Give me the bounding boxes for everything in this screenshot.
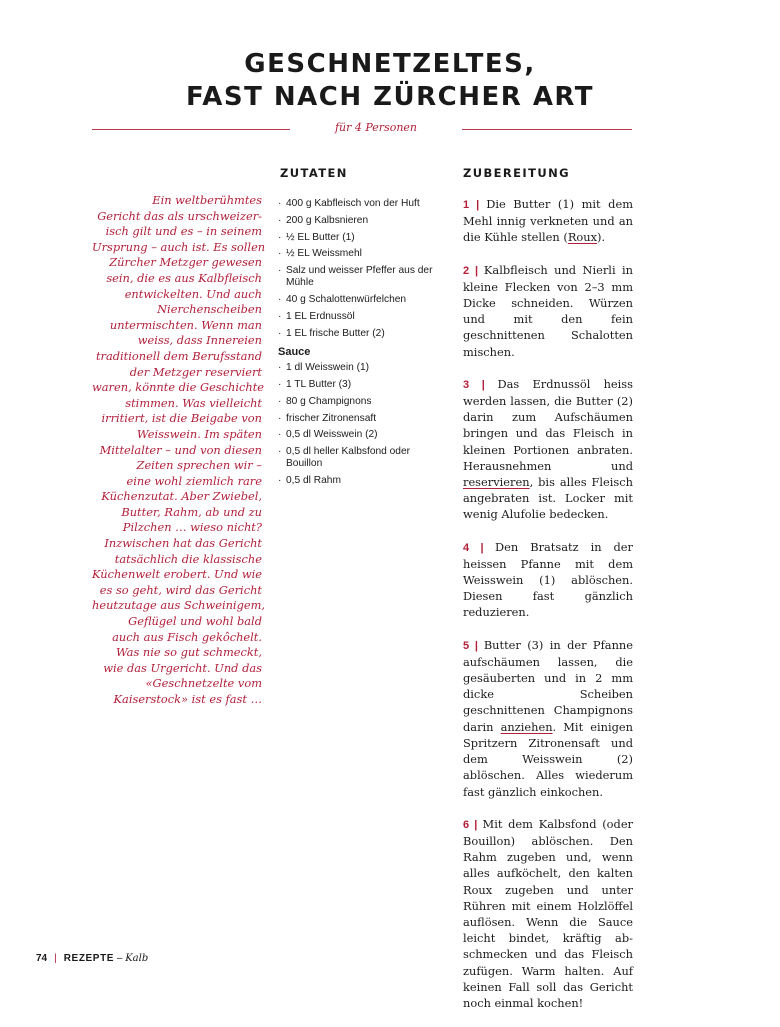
ingredients-list	[278, 198, 438, 492]
intro-line: Ursprung – auch ist. Es sollen	[92, 239, 266, 254]
ingredient-item: · Salz und weisser Pfeffer aus der Mühle	[278, 265, 438, 289]
intro-line: Kaiserstock» ist es fast …	[113, 692, 262, 706]
step-text: ).	[597, 230, 606, 245]
preparation-step	[463, 196, 633, 246]
intro-line: stimmen. Was vielleicht	[125, 395, 262, 410]
ingredient-item: · 400 g Kabfleisch von der Huft	[278, 198, 438, 210]
intro-text	[92, 193, 266, 708]
intro-line: auch aus Fisch gekôchelt.	[112, 629, 262, 644]
ingredient-item: · 0,5 dl heller Kalbsfond oder Bouillon	[278, 446, 438, 470]
ingredient-item: · frischer Zitronensaft	[278, 413, 438, 425]
step-text: Den Bratsatz in der heissen Pfanne mit dem Weisswein (1) ablöschen. Diesen fast gänzlich reduzieren.	[463, 539, 633, 620]
intro-line: weiss, dass Innereien	[137, 333, 262, 348]
step-number: 6 |	[463, 818, 483, 831]
intro-line: «Geschnetzelte vom	[145, 676, 262, 691]
intro-line: Was nie so gut schmeckt,	[115, 645, 262, 660]
preparation-heading: ZUBEREITUNG	[463, 166, 570, 180]
intro-line: Zürcher Metzger gewesen	[109, 255, 262, 270]
intro-line: wie das Urgericht. Und das	[103, 660, 262, 675]
intro-line: entwickelten. Und auch	[124, 286, 262, 301]
step-number: 4 |	[463, 541, 496, 554]
intro-line: es so geht, wird das Gericht	[99, 582, 262, 597]
recipe-title	[0, 48, 780, 114]
footer-dash: –	[114, 953, 126, 964]
intro-line: isch gilt und es – in seinem	[105, 224, 262, 239]
step-number: 3 |	[463, 378, 498, 391]
intro-line: untermischten. Wenn man	[109, 317, 262, 332]
ingredient-item: · 1 EL frische Butter (2)	[278, 328, 438, 340]
ingredients-heading: ZUTATEN	[280, 166, 348, 180]
footer-subsection: Kalb	[125, 953, 149, 964]
intro-line: Pilzchen … wieso nicht?	[122, 520, 262, 535]
preparation-step	[463, 816, 633, 1011]
page-footer	[36, 953, 148, 964]
intro-line: heutzutage aus Schweinigem,	[92, 598, 266, 613]
intro-line: Ein weltberühmtes	[152, 193, 262, 207]
intro-line: waren, könnte die Geschichte	[92, 380, 265, 395]
preparation-step	[463, 262, 633, 360]
intro-line: traditionell dem Berufsstand	[95, 348, 262, 363]
ingredient-item: · 1 TL Butter (3)	[278, 379, 438, 391]
ingredient-item: · 40 g Schalottenwürfelchen	[278, 294, 438, 306]
ingredient-item: · ½ EL Weissmehl	[278, 248, 438, 260]
page-number: 74	[36, 953, 48, 964]
divider-right	[462, 129, 632, 130]
divider-left	[92, 129, 290, 130]
intro-line: Butter, Rahm, ab und zu	[121, 504, 262, 519]
step-number: 2 |	[463, 264, 484, 277]
step-glossary-term: anziehen	[500, 719, 553, 734]
step-text: . Mit einigen Spritzern Zitronensaft und dem Weisswein (2) ablöschen. Alles wiederum fast gänzlich einkochen.	[463, 719, 633, 799]
step-glossary-term: Roux	[567, 230, 598, 245]
ingredient-item: · 0,5 dl Rahm	[278, 475, 438, 487]
footer-separator: |	[54, 953, 57, 964]
ingredient-item: · 1 EL Erdnussöl	[278, 311, 438, 323]
intro-line: sein, die es aus Kalbfleisch	[106, 270, 262, 285]
servings: für 4 Personen	[334, 121, 418, 134]
intro-line: irritiert, ist die Beigabe von	[101, 411, 262, 426]
preparation-steps	[463, 196, 633, 1027]
step-text: Butter (3) in der Pfanne aufschäumen lassen, die gesäuberten und in 2 mm dicke Scheiben geschnittenen Champignons darin	[463, 637, 633, 734]
footer-section: REZEPTE	[63, 953, 115, 964]
step-number: 5 |	[463, 639, 484, 652]
intro-line: eine wohl ziemlich rare	[126, 473, 262, 488]
step-number: 1 |	[463, 199, 487, 211]
intro-line: der Metzger reserviert	[129, 364, 262, 379]
preparation-step	[463, 637, 633, 800]
ingredient-item: · 80 g Champignons	[278, 396, 438, 408]
intro-line: Zeiten sprechen wir –	[136, 458, 262, 473]
title-line-1: GESCHNETZELTES,	[244, 49, 536, 79]
intro-line: tatsächlich die klassische	[114, 551, 262, 566]
intro-line: Nierchenscheiben	[157, 302, 262, 317]
intro-line: Mittelalter – und von diesen	[99, 442, 262, 457]
intro-line: Geflügel und wohl bald	[128, 614, 262, 629]
step-text: Die Butter (1) mit dem Mehl innig verkneten und an die Kühle stellen (	[463, 197, 634, 245]
intro-line: Küchenzutat. Aber Zwiebel,	[101, 489, 262, 504]
ingredient-item: · ½ EL Butter (1)	[278, 232, 438, 244]
title-line-2: FAST NACH ZÜRCHER ART	[185, 82, 595, 112]
step-text: Mit dem Kalbsfond (oder Bouillon) ablöschen. Den Rahm zugeben und, wenn alles aufköchelt, den kalten Roux zugeben und unter Rühren mit einem Holzlöffel auflösen. Wenn die Sauce leicht bindet, kräftig abschmecken und das Fleisch zufügen. Warm halten. Auf keinen Fall soll das Gericht noch einmal kochen!	[463, 816, 633, 1010]
step-text: , bis alles Fleisch angebraten ist. Locker mit wenig Alufolie bedecken.	[463, 475, 633, 522]
ingredient-item: · 1 dl Weisswein (1)	[278, 362, 438, 374]
intro-line: Gericht das als urschweizer-	[97, 208, 262, 223]
intro-line: Inzwischen hat das Gericht	[104, 536, 262, 551]
sauce-heading: Sauce	[278, 345, 311, 358]
ingredient-item: · 0,5 dl Weisswein (2)	[278, 429, 438, 441]
preparation-step	[463, 539, 633, 621]
step-glossary-term: reservieren	[463, 475, 530, 490]
intro-line: Küchenwelt erobert. Und wie	[92, 567, 263, 582]
step-text: Kalbfleisch und Nierli in kleine Flecken von 2–3 mm Dicke schneiden. Würzen und mit den fein geschnittenen Schalotten mischen.	[463, 262, 633, 359]
step-text: Das Erdnussöl heiss werden lassen, die Butter (2) darin zum Aufschäumen bringen und das Fleisch in kleinen Portionen anbraten. Herausnehmen und	[463, 376, 633, 473]
preparation-step	[463, 376, 633, 523]
intro-line: Weisswein. Im späten	[136, 426, 262, 441]
ingredient-item: · 200 g Kalbsnieren	[278, 215, 438, 227]
